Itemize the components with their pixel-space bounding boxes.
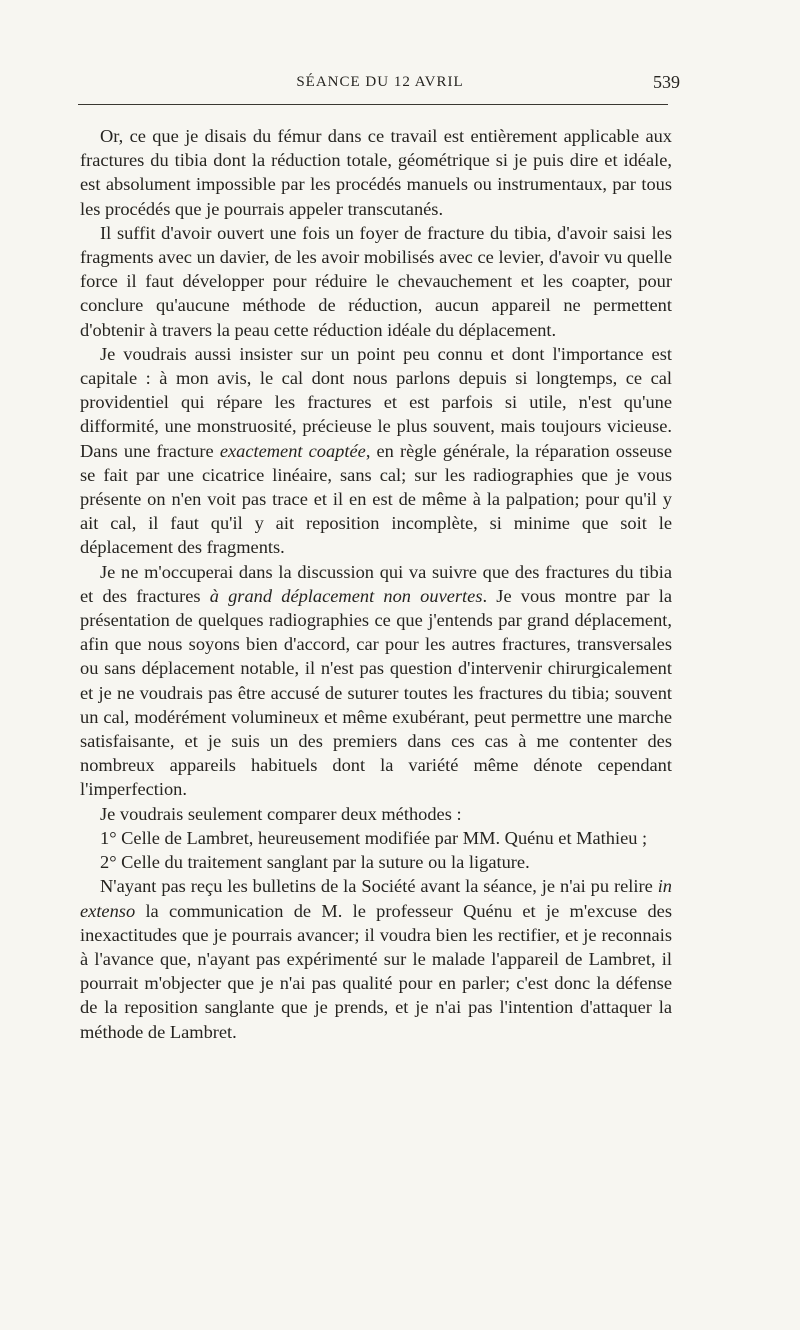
paragraph-3-text-a: Je voudrais aussi insister sur un point peu connu et dont l'importance est capitale : à mon avis, le cal dont nous parlons depuis si longtemps, ce cal providentiel qui répare les fractures et est parfois si utile, n'est qu'une difformité, une monstruosité, précieuse le plus souvent, mais toujours vicieuse. Dans une fracture [80,343,672,461]
paragraph-3-italic: exactement coaptée [219,440,366,461]
page-number: 539 [653,72,680,92]
paragraph-6-text-b: la communication de M. le professeur Quénu et je m'excuse des inexactitudes que je pourrais avancer; il voudra bien les rectifier, et je reconnais à l'avance que, n'ayant pas expérimenté sur le malade l'appareil de Lambret, il pourrait m'objecter que je n'ai pas qualité pour en parler; c'est donc la défense de la reposition sanglante que je prends, et je n'ai pas l'intention d'attaquer la méthode de Lambret. [80,900,672,1042]
paragraph-4-italic: à grand déplacement non ouvertes [209,585,483,606]
running-head [80,70,680,96]
header-rule [78,104,668,105]
list-item-2: 2° Celle du traitement sanglant par la suture ou la ligature. [100,852,530,873]
paragraph-2: Il suffit d'avoir ouvert une fois un foyer de fracture du tibia, d'avoir saisi les fragments avec un davier, de les avoir mobilisés avec ce levier, d'avoir vu quelle force il faut développer pour réduire le chevauchement et les coapter, pour conclure qu'aucune méthode de réduction, aucun appareil ne permettent d'obtenir à travers la peau cette réduction idéale du déplacement. [80,222,672,340]
list-item-1: 1° Celle de Lambret, heureusement modifiée par MM. Quénu et Mathieu ; [100,827,648,848]
paragraph-5: Je voudrais seulement comparer deux méthodes : [100,803,462,824]
body-text [80,124,672,1044]
paragraph-4 [80,560,672,802]
paragraph-1: Or, ce que je disais du fémur dans ce travail est entièrement applicable aux fractures du tibia dont la réduction totale, géométrique si je puis dire et idéale, est absolument impossible par les procédés manuels ou instrumentaux, par tous les procédés que je pourrais appeler transcutanés. [80,126,672,219]
running-title: SÉANCE DU 12 AVRIL [296,74,464,90]
paragraph-6 [80,874,672,1043]
paragraph-4-text-a: Je ne m'occuperai dans la discussion qui va suivre que des fractures du tibia et des fractures [80,561,672,606]
paragraph-6-text-a: N'ayant pas reçu les bulletins de la Société avant la séance, je n'ai pu relire [100,876,658,897]
paragraph-3 [80,342,672,560]
paragraph-6-italic: in extenso [80,876,672,921]
paragraph-4-text-b: . Je vous montre par la présentation de quelques radiographies ce que j'entends par grand déplacement, afin que nous soyons bien d'accord, car pour les autres fractures, transversales ou sans déplacement notable, il n'est pas question d'intervenir chirurgicalement et je ne voudrais pas être accusé de suturer toutes les fractures du tibia; souvent un cal, modérément volumineux et même exubérant, peut permettre une marche satisfaisante, et je suis un des premiers dans ces cas à me contenter des nombreux appareils habituels dont la variété même dénote cependant l'imperfection. [80,585,672,800]
paragraph-3-text-b: , en règle générale, la réparation osseuse se fait par une cicatrice linéaire, sans cal; sur les radiographies que je vous présente on n'en voit pas trace et il en est de même à la palpation; pour qu'il y ait cal, il faut qu'il y ait reposition incomplète, si minime que soit le déplacement des fragments. [80,440,672,558]
